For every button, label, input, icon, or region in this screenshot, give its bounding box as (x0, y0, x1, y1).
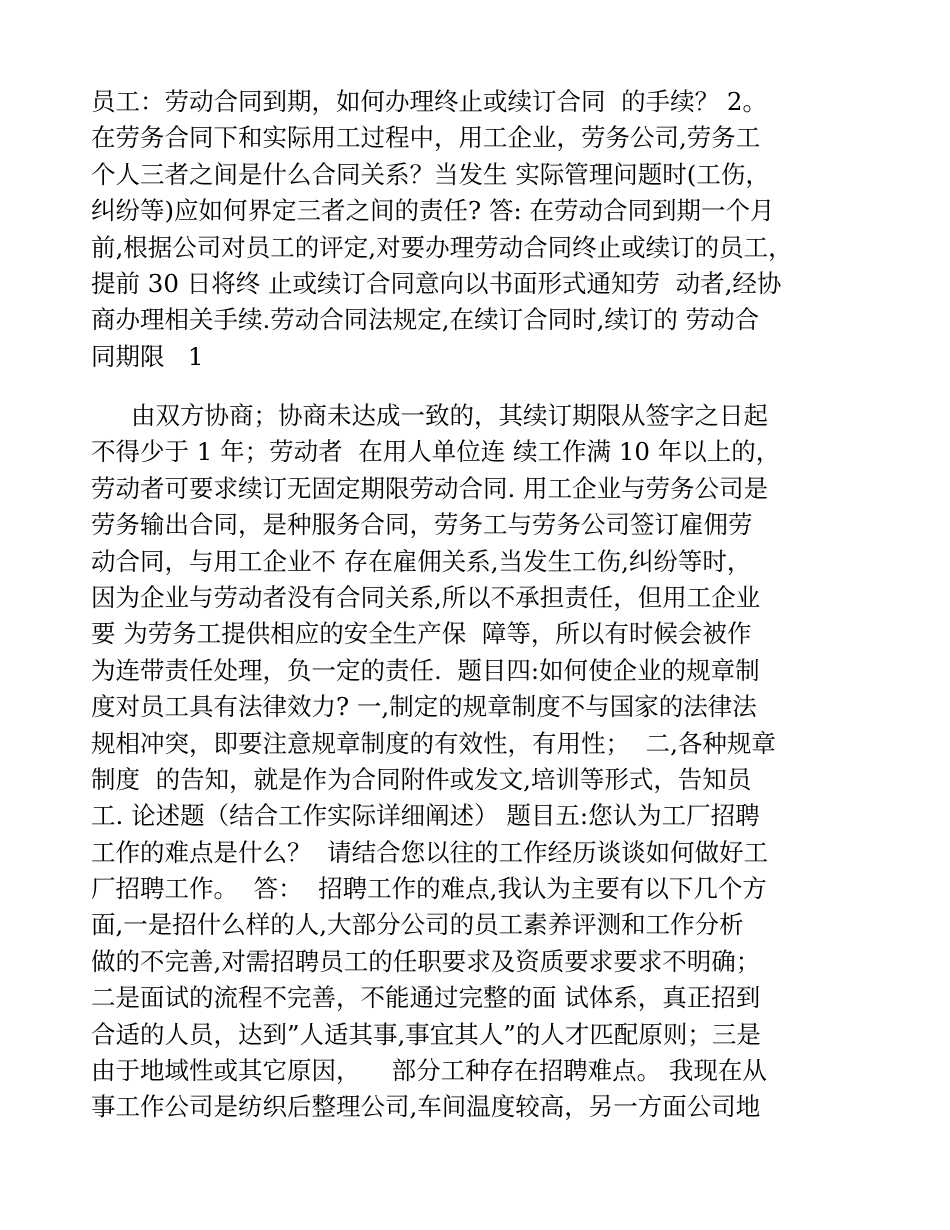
text-line: 事工作公司是纺织后整理公司,车间温度较高，另一方面公司地 (91, 1092, 761, 1122)
paragraph-2 (91, 398, 881, 1126)
text-line: 厂招聘工作。 答： 招聘工作的难点,我认为主要有以下几个方 (91, 874, 767, 904)
text-line: 规相冲突，即要注意规章制度的有效性，有用性； 二,各种规章 (91, 728, 776, 758)
text-line: 前,根据公司对员工的评定,对要办理劳动合同终止或续订的员工， (91, 232, 793, 262)
text-line: 同期限 1 (91, 341, 204, 371)
text-line: 商办理相关手续.劳动合同法规定,在续订合同时,续订的 劳动合 (91, 305, 760, 335)
text-line: 劳务输出合同，是种服务合同，劳务工与劳务公司签订雇佣劳 (91, 510, 753, 540)
text-line: 提前 30 日将终 止或续订合同意向以书面形式通知劳 动者,经协 (91, 268, 782, 298)
text-line: 为连带责任处理，负一定的责任. 题目四:如何使企业的规章制 (91, 655, 760, 685)
text-line: 由双方协商；协商未达成一致的，其续订期限从签字之日起 (131, 401, 768, 430)
text-line: 合适的人员，达到”人适其事,事宜其人”的人才匹配原则；三是 (91, 1019, 761, 1049)
text-line: 个人三者之间是什么合同关系？当发生 实际管理问题时(工伤， (91, 159, 770, 189)
text-line: 度对员工具有法律效力? 一,制定的规章制度不与国家的法律法 (91, 692, 757, 722)
text-line: 做的不完善,对需招聘员工的任职要求及资质要求要求不明确； (91, 946, 761, 976)
text-line: 工作的难点是什么？ 请结合您以往的工作经历谈谈如何做好工 (91, 837, 769, 867)
text-line: 在劳务合同下和实际用工过程中，用工企业，劳务公司,劳务工 (91, 123, 761, 153)
text-line: 工. 论述题（结合工作实际详细阐述） 题目五:您认为工厂招聘 (91, 801, 760, 831)
text-line: 要 为劳务工提供相应的安全生产保 障等，所以有时候会被作 (91, 619, 752, 649)
text-line: 制度 的告知，就是作为合同附件或发文,培训等形式，告知员 (91, 764, 752, 794)
text-line: 动合同，与用工企业不 存在雇佣关系,当发生工伤,纠纷等时， (91, 546, 752, 576)
paragraph-1 (91, 84, 881, 375)
text-line: 由于地域性或其它原因， 部分工种存在招聘难点。 我现在从 (91, 1056, 767, 1086)
text-line: 员工：劳动合同到期，如何办理终止或续订合同 的手续？ 2。 (91, 87, 767, 116)
text-line: 纠纷等)应如何界定三者之间的责任? 答: 在劳动合同到期一个月 (91, 196, 775, 226)
text-line: 二是面试的流程不完善，不能通过完整的面 试体系，真正招到 (91, 983, 761, 1013)
text-line: 面,一是招什么样的人,大部分公司的员工素养评测和工作分析 (91, 910, 744, 940)
text-line: 因为企业与劳动者没有合同关系,所以不承担责任，但用工企业 (91, 582, 761, 612)
text-line: 不得少于 1 年；劳动者 在用人单位连 续工作满 10 年以上的， (91, 437, 781, 467)
text-line: 劳动者可要求续订无固定期限劳动合同. 用工企业与劳务公司是 (91, 473, 769, 503)
